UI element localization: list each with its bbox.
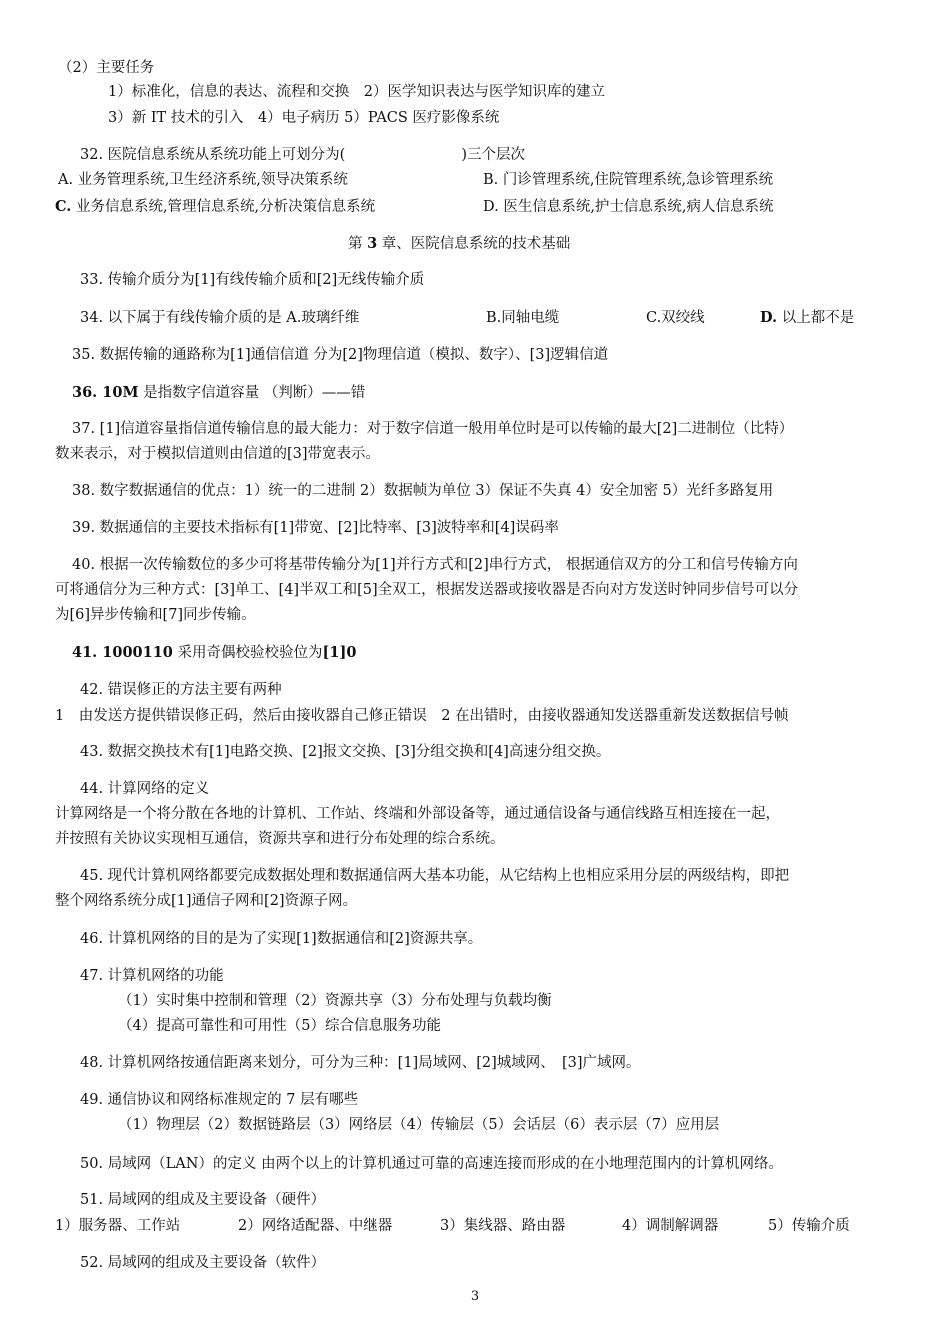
option-32-d: D. 医生信息系统,护士信息系统,病人信息系统	[483, 199, 774, 215]
question-50: 50. 局域网（LAN）的定义 由两个以上的计算机通过可靠的高速连接而形成的在小地理范围内的计算机网络。	[80, 1156, 784, 1172]
option-32-c	[55, 197, 375, 217]
question-43: 43. 数据交换技术有[1]电路交换、[2]报文交换、[3]分组交换和[4]高速分组交换。	[80, 744, 611, 760]
question-36-number: 36. 10M	[72, 384, 139, 401]
question-42: 42. 错误修正的方法主要有两种	[80, 682, 282, 698]
question-41-number: 41. 1000110	[72, 644, 173, 661]
page-number: 3	[470, 1289, 480, 1304]
question-38: 38. 数字数据通信的优点：1）统一的二进制 2）数据帧为单位 3）保证不失真 4）安全加密 5）光纤多路复用	[72, 483, 774, 499]
option-34-c: C.双绞线	[646, 310, 705, 326]
question-40-line-1: 40. 根据一次传输数位的多少可将基带传输分为[1]并行方式和[2]串行方式， 根据通信双方的分工和信号传输方向	[72, 557, 798, 573]
question-33: 33. 传输介质分为[1]有线传输介质和[2]无线传输介质	[80, 272, 425, 288]
question-44-answer-line-1: 计算网络是一个将分散在各地的计算机、工作站、终端和外部设备等，通过通信设备与通信线路互相连接在一起，	[55, 806, 780, 822]
chapter-title: 章、医院信息系统的技术基础	[377, 236, 571, 252]
question-37-line-2: 数来表示，对于模拟信道则由信道的[3]带宽表示。	[55, 446, 381, 462]
question-41-answer: [1]0	[322, 644, 357, 661]
question-41-text: 采用奇偶校验校验位为	[172, 645, 323, 661]
question-40-line-2: 可将通信分为三种方式：[3]单工、[4]半双工和[5]全双工，根据发送器或接收器是否向对方发送时钟同步信号可以分	[55, 582, 799, 598]
question-45-line-1: 45. 现代计算机网络都要完成数据处理和数据通信两大基本功能，从它结构上也相应采用分层的两级结构，即把	[80, 868, 790, 884]
chapter-number: 3	[367, 235, 378, 252]
question-45-line-2: 整个网络系统分成[1]通信子网和[2]资源子网。	[55, 893, 358, 909]
question-51-item-4: 4）调制解调器	[622, 1218, 719, 1234]
section-subtitle: （2）主要任务	[58, 60, 155, 76]
question-44: 44. 计算网络的定义	[80, 781, 210, 797]
question-32: 32. 医院信息系统从系统功能上可划分为( )三个层次	[80, 147, 525, 163]
option-32-c-text: 业务信息系统,管理信息系统,分析决策信息系统	[71, 199, 376, 215]
option-34-d-text: 以上都不是	[777, 310, 855, 326]
question-36-text: 是指数字信道容量 （判断）——错	[138, 385, 366, 401]
question-46: 46. 计算机网络的目的是为了实现[1]数据通信和[2]资源共享。	[80, 931, 483, 947]
option-34-d-label: D.	[760, 309, 778, 326]
question-42-answer: 1 由发送方提供错误修正码，然后由接收器自己修正错误 2 在出错时，由接收器通知发送器重新发送数据信号帧	[55, 708, 789, 724]
task-line-1: 1）标准化，信息的表达、流程和交换 2）医学知识表达与医学知识库的建立	[108, 84, 605, 100]
chapter-prefix: 第	[348, 236, 368, 252]
question-48: 48. 计算机网络按通信距离来划分，可分为三种：[1]局域网、[2]城域网、 [3]广域网。	[80, 1055, 641, 1071]
question-47: 47. 计算机网络的功能	[80, 968, 224, 984]
option-32-b: B. 门诊管理系统,住院管理系统,急诊管理系统	[483, 172, 774, 188]
question-51-item-5: 5）传输介质	[768, 1218, 850, 1234]
option-34-b: B.同轴电缆	[486, 310, 560, 326]
question-47-answer-line-1: （1）实时集中控制和管理（2）资源共享（3）分布处理与负载均衡	[118, 993, 552, 1009]
question-40-line-3: 为[6]异步传输和[7]同步传输。	[55, 607, 256, 623]
question-51-item-2: 2）网络适配器、中继器	[238, 1218, 393, 1234]
question-39: 39. 数据通信的主要技术指标有[1]带宽、[2]比特率、[3]波特率和[4]误码率	[72, 520, 559, 536]
question-34: 34. 以下属于有线传输介质的是 A.玻璃纤维	[80, 310, 360, 326]
option-32-a: A. 业务管理系统,卫生经济系统,领导决策系统	[58, 172, 348, 188]
question-37-line-1: 37. [1]信道容量指信道传输信息的最大能力：对于数字信道一般用单位时是可以传输的最大[2]二进制位（比特）	[72, 421, 794, 437]
question-52: 52. 局域网的组成及主要设备（软件）	[80, 1255, 326, 1271]
question-51-item-3: 3）集线器、路由器	[440, 1218, 566, 1234]
question-49: 49. 通信协议和网络标准规定的 7 层有哪些	[80, 1092, 359, 1108]
chapter-heading	[348, 234, 570, 254]
question-36	[72, 383, 365, 403]
question-47-answer-line-2: （4）提高可靠性和可用性（5）综合信息服务功能	[118, 1018, 441, 1034]
question-35: 35. 数据传输的通路称为[1]通信信道 分为[2]物理信道（模拟、数字）、[3]逻辑信道	[72, 347, 609, 363]
question-41	[72, 643, 356, 663]
question-44-answer-line-2: 并按照有关协议实现相互通信，资源共享和进行分布处理的综合系统。	[55, 831, 505, 847]
option-32-c-label: C.	[55, 198, 72, 215]
task-line-2: 3）新 IT 技术的引入 4）电子病历 5）PACS 医疗影像系统	[108, 110, 500, 126]
option-34-d	[760, 308, 854, 328]
question-51: 51. 局域网的组成及主要设备（硬件）	[80, 1192, 326, 1208]
question-51-item-1: 1）服务器、工作站	[55, 1218, 181, 1234]
question-49-answer: （1）物理层（2）数据链路层（3）网络层（4）传输层（5）会话层（6）表示层（7）应用层	[118, 1117, 720, 1133]
